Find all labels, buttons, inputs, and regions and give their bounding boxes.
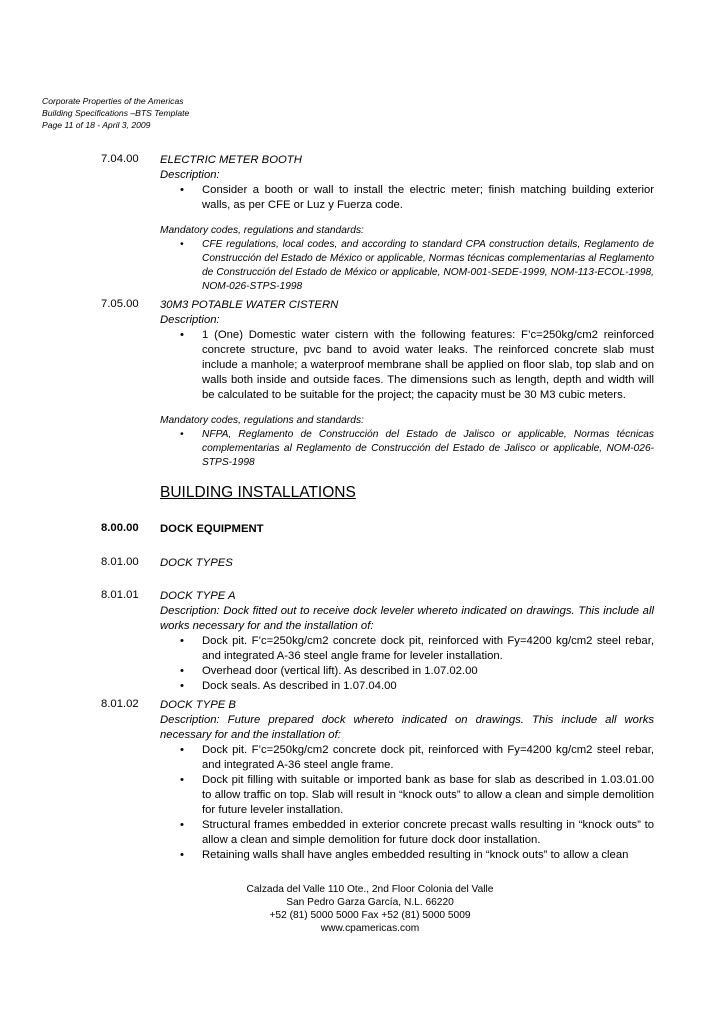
dock-a-list [160, 634, 654, 694]
header-document: Building Specifications –BTS Template [42, 108, 190, 118]
footer-website: www.cpamericas.com [320, 923, 420, 934]
description-label: Description: [160, 314, 220, 326]
description-list [160, 328, 654, 403]
description-label: Description: [160, 169, 220, 181]
footer-city: San Pedro Garza García, N.L. 66220 [286, 897, 454, 908]
codes-label: Mandatory codes, regulations and standards: [160, 415, 364, 426]
dock-b-list [160, 743, 654, 863]
section-title: ELECTRIC METER BOOTH [160, 154, 302, 166]
list-item: • Retaining walls shall have angles embedded resulting in “knock outs” to allow a clean [160, 848, 654, 863]
list-item: • Dock pit. F’c=250kg/cm2 concrete dock pit, reinforced with Fy=4200 kg/cm2 steel rebar, and integrated A-36 steel angle frame for leveler installation. [160, 634, 654, 664]
list-item: • Dock pit filling with suitable or imported bank as base for slab as described in 1.03.01.00 to allow traffic on top. Slab will result in “knock outs” to allow a clean and simple demolition for future leveler installation. [160, 773, 654, 818]
footer-address: Calzada del Valle 110 Ote., 2nd Floor Colonia del Valle [246, 884, 494, 895]
header-page-info: Page 11 of 18 - April 3, 2009 [42, 120, 151, 130]
section-number-8-01: 8.01.00 [101, 556, 139, 568]
section-8-01-01 [160, 589, 654, 694]
section-7-05 [160, 298, 654, 470]
section-8-01-02 [160, 698, 654, 863]
section-title-dock-equipment: DOCK EQUIPMENT [160, 523, 264, 535]
description-list [160, 183, 654, 213]
section-description: Description: Dock fitted out to receive dock leveler whereto indicated on drawings. This include all works necessary for and the installation of: [160, 605, 654, 632]
list-item: • Dock seals. As described in 1.07.04.00 [160, 679, 654, 694]
section-title-dock-types: DOCK TYPES [160, 557, 233, 569]
list-item: • Structural frames embedded in exterior concrete precast walls resulting in “knock outs” to allow a clean and simple demolition for future dock door installation. [160, 818, 654, 848]
list-item: • NFPA, Reglamento de Construcción del Estado de Jalisco or applicable, Normas técnicas complementarias al Reglamento de Construcción del Estado de Jalisco or applicable, NOM-026-STPS-1998 [160, 428, 654, 470]
section-number-8-01-02: 8.01.02 [101, 698, 139, 710]
page-header [42, 95, 189, 131]
section-title: DOCK TYPE B [160, 699, 236, 711]
section-number-7-04: 7.04.00 [101, 153, 139, 165]
codes-label: Mandatory codes, regulations and standards: [160, 225, 364, 236]
list-item: • Dock pit. F’c=250kg/cm2 concrete dock pit, reinforced with Fy=4200 kg/cm2 steel rebar, and integrated A-36 steel angle frame. [160, 743, 654, 773]
codes-list [160, 428, 654, 470]
list-item: • CFE regulations, local codes, and according to standard CPA construction details, Reglamento de Construcción del Estado de México or applicable, Normas técnicas complementarias al Reglamento de Construcción del Estado de México or applicable, NOM-001-SEDE-1999, NOM-113-ECOL-1998, NOM-026-STPS-1998 [160, 238, 654, 294]
list-item: • Overhead door (vertical lift). As described in 1.07.02.00 [160, 664, 654, 679]
footer-phone: +52 (81) 5000 5000 Fax +52 (81) 5000 5009 [269, 910, 471, 921]
page-footer [0, 883, 728, 935]
section-number-7-05: 7.05.00 [101, 298, 139, 310]
list-item: • 1 (One) Domestic water cistern with the following features: F’c=250kg/cm2 reinforced concrete structure, pvc band to avoid water leaks. The reinforced concrete slab must include a manhole; a waterproof membrane shall be applied on floor slab, top slab and on walls both inside and outside faces. The dimensions such as length, depth and width will be calculated to be suitable for the project; the capacity must be 30 M3 cubic meters. [160, 328, 654, 403]
header-company: Corporate Properties of the Americas [42, 96, 184, 106]
list-item: • Consider a booth or wall to install the electric meter; finish matching building exterior walls, as per CFE or Luz y Fuerza code. [160, 183, 654, 213]
section-number-8-00: 8.00.00 [101, 522, 139, 534]
section-7-04 [160, 153, 654, 294]
section-description: Description: Future prepared dock whereto indicated on drawings. This include all works necessary for and the installation of: [160, 714, 654, 741]
section-number-8-01-01: 8.01.01 [101, 589, 139, 601]
section-title: 30M3 POTABLE WATER CISTERN [160, 299, 339, 311]
section-title: DOCK TYPE A [160, 590, 236, 602]
codes-list [160, 238, 654, 294]
building-installations-heading: BUILDING INSTALLATIONS [160, 484, 356, 501]
